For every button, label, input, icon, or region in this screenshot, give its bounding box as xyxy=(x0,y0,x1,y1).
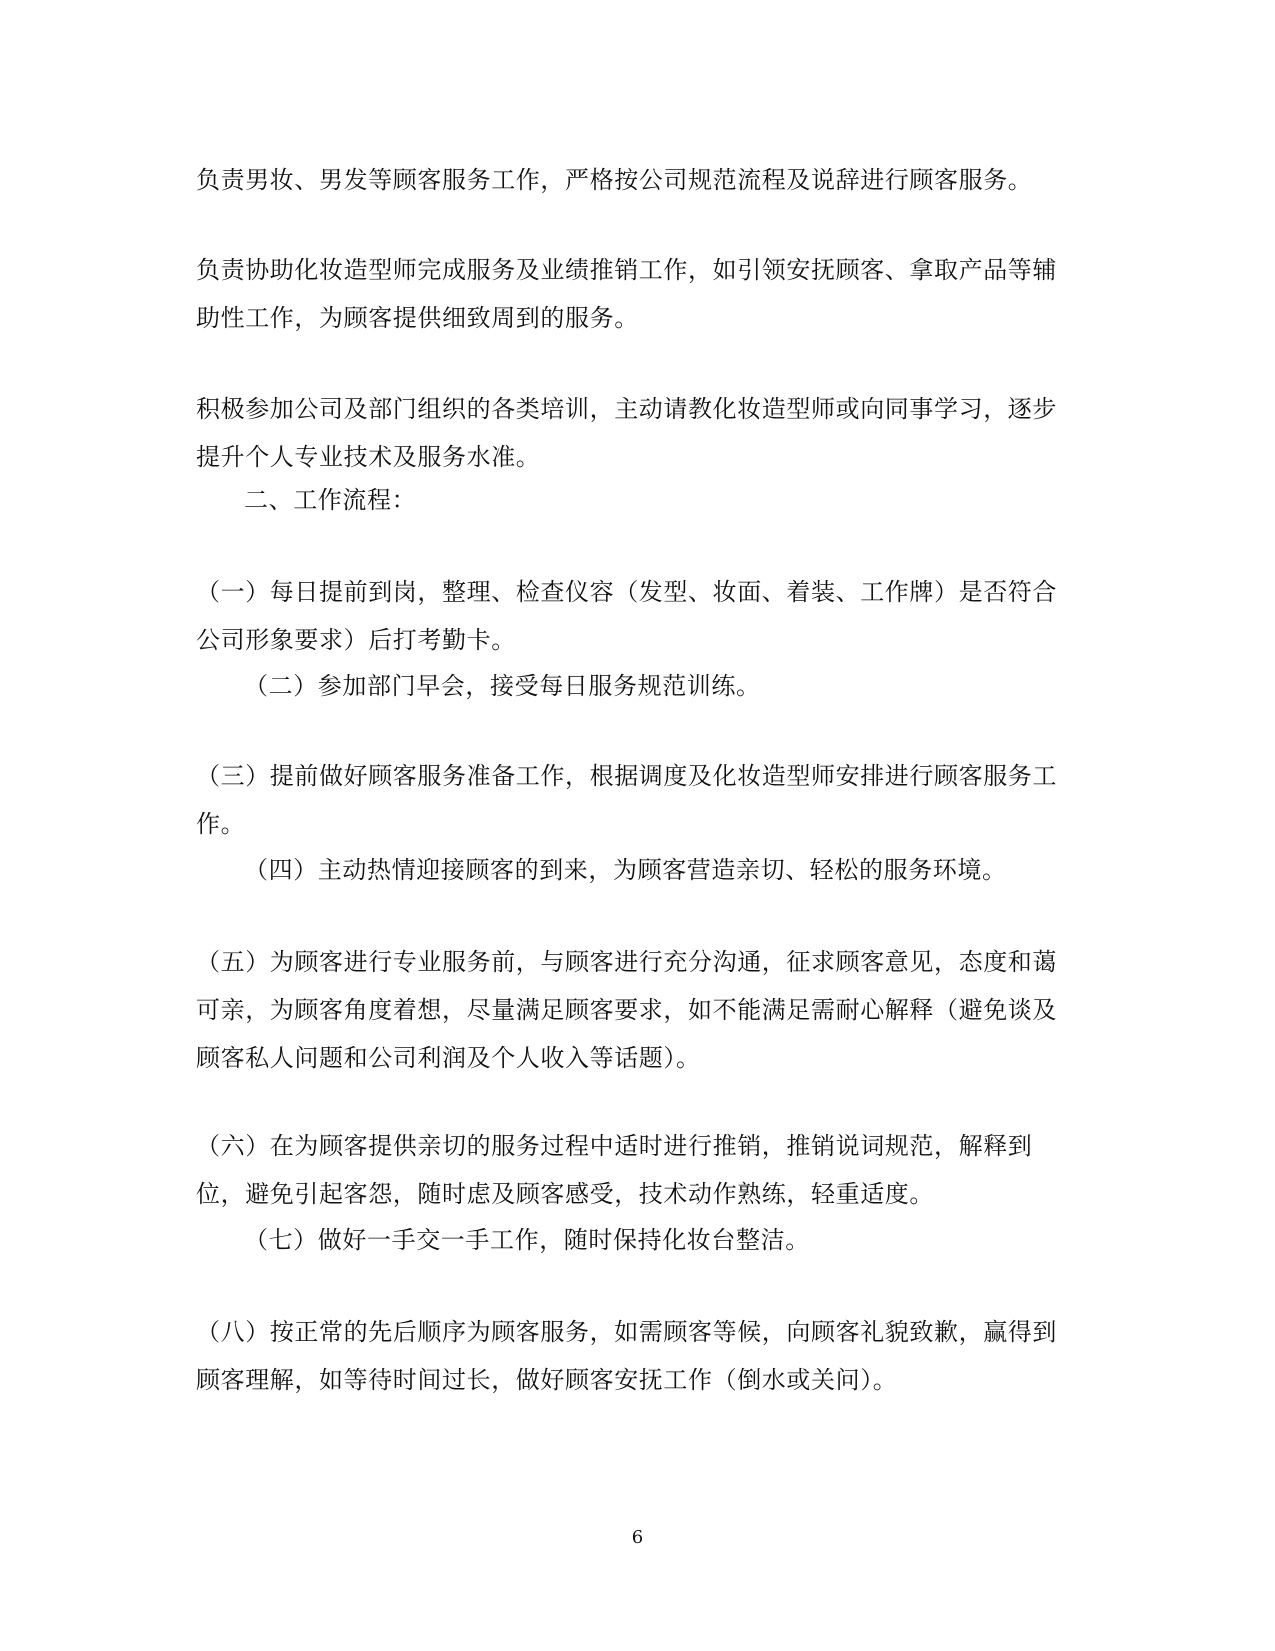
workflow-step-5: （五）为顾客进行专业服务前，与顾客进行充分沟通，征求顾客意见，态度和蔼可亲，为顾客角度着想，尽量满足顾客要求，如不能满足需耐心解释（避免谈及顾客私人问题和公司利润及个人收入等话题）。 xyxy=(196,948,1057,1072)
workflow-step-2: （二）参加部门早会，接受每日服务规范训练。 xyxy=(244,672,761,700)
workflow-step-3: （三）提前做好顾客服务准备工作，根据调度及化妆造型师安排进行顾客服务工作。 xyxy=(196,762,1057,838)
paragraph-assist-stylist-duty: 负责协助化妆造型师完成服务及业绩推销工作，如引领安抚顾客、拿取产品等辅助性工作，为顾客提供细致周到的服务。 xyxy=(196,256,1057,332)
workflow-step-1: （一）每日提前到岗，整理、检查仪容（发型、妆面、着装、工作牌）是否符合公司形象要求）后打考勤卡。 xyxy=(196,578,1057,654)
workflow-step-7: （七）做好一手交一手工作，随时保持化妆台整洁。 xyxy=(244,1226,810,1254)
section-heading-workflow: 二、工作流程： xyxy=(244,486,417,514)
workflow-step-6: （六）在为顾客提供亲切的服务过程中适时进行推销，推销说词规范，解释到位，避免引起客怨，随时虑及顾客感受，技术动作熟练，轻重适度。 xyxy=(196,1132,1033,1208)
workflow-step-4: （四）主动热情迎接顾客的到来，为顾客营造亲切、轻松的服务环境。 xyxy=(244,856,1007,884)
paragraph-training-duty: 积极参加公司及部门组织的各类培训，主动请教化妆造型师或向同事学习，逐步提升个人专业技术及服务水准。 xyxy=(196,395,1057,471)
page-number: 6 xyxy=(631,1527,644,1548)
workflow-step-8: （八）按正常的先后顺序为顾客服务，如需顾客等候，向顾客礼貌致歉，赢得到顾客理解，如等待时间过长，做好顾客安抚工作（倒水或关问）。 xyxy=(196,1318,1057,1394)
paragraph-male-makeup-duty: 负责男妆、男发等顾客服务工作，严格按公司规范流程及说辞进行顾客服务。 xyxy=(196,166,1033,194)
